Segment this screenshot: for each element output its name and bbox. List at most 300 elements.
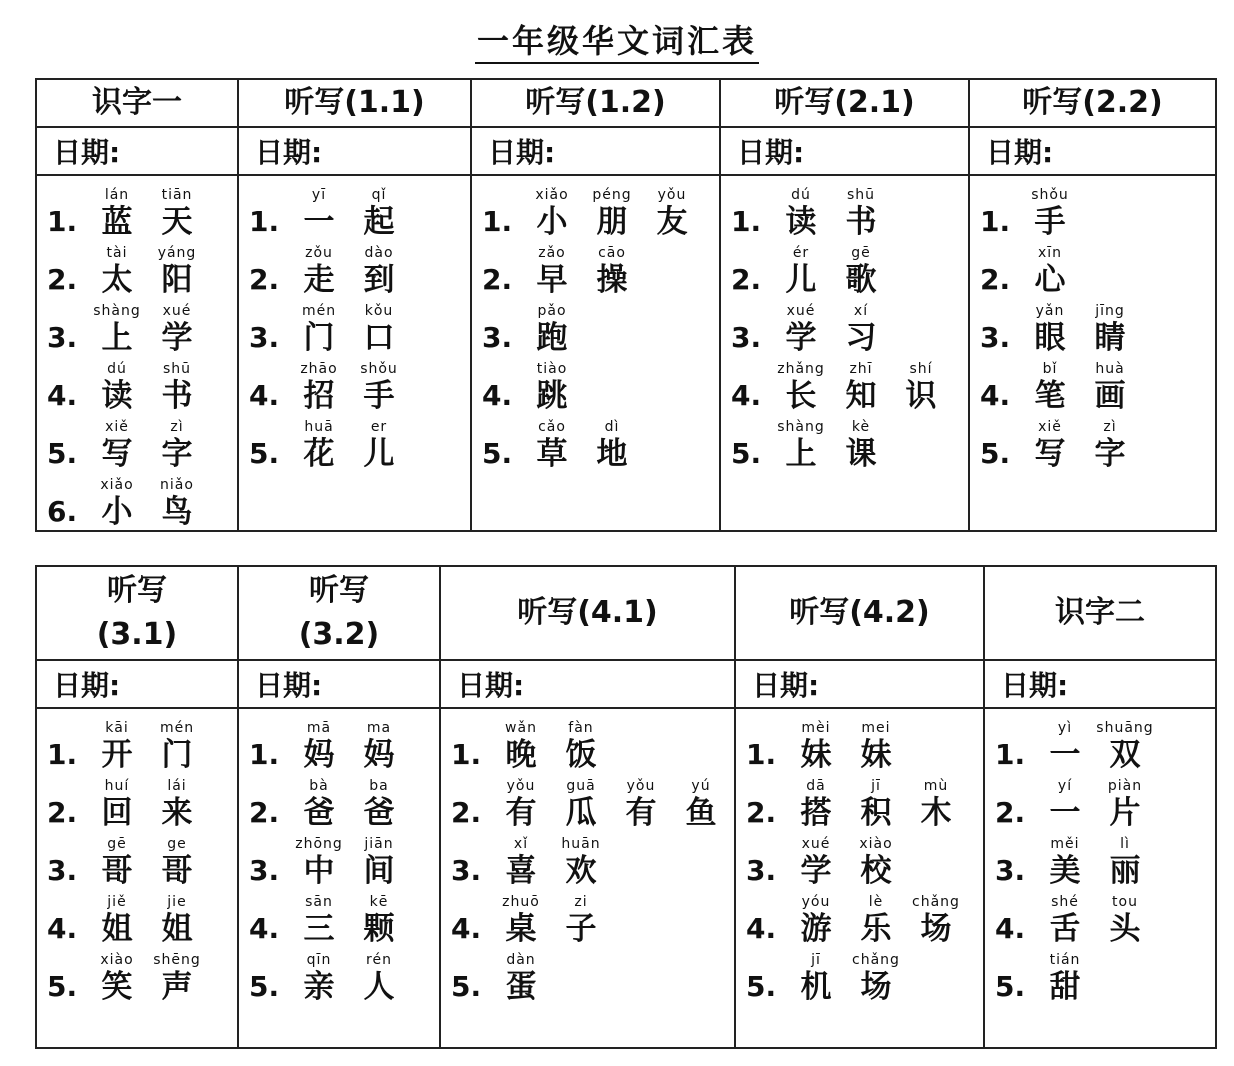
pinyin: lán <box>104 187 130 203</box>
character <box>349 418 409 472</box>
pinyin: shǒu <box>360 361 398 377</box>
hanzi: 阳 <box>161 262 193 298</box>
character <box>551 893 611 947</box>
pinyin: mā <box>306 720 332 736</box>
item-number: 4. <box>451 912 482 945</box>
item-number: 5. <box>47 437 78 470</box>
pinyin: jiān <box>364 836 394 852</box>
pinyin: dā <box>806 778 826 794</box>
hanzi: 歌 <box>845 262 877 298</box>
word-item <box>731 356 968 414</box>
character <box>147 893 207 947</box>
word-item <box>482 356 719 414</box>
character <box>611 777 671 831</box>
pinyin: bǐ <box>1042 361 1058 377</box>
character <box>831 418 891 472</box>
item-number: 1. <box>249 205 280 238</box>
pinyin: yóu <box>801 894 831 910</box>
pinyin: xiǎo <box>100 477 134 493</box>
item-number: 5. <box>249 437 280 470</box>
word-item <box>482 298 719 356</box>
pinyin: mén <box>159 720 195 736</box>
hanzi: 读 <box>785 204 817 240</box>
hanzi: 有 <box>625 795 657 831</box>
hanzi: 场 <box>920 911 952 947</box>
date-cell <box>36 660 238 708</box>
pinyin: pǎo <box>537 303 567 319</box>
character <box>906 777 966 831</box>
pinyin: xiě <box>1038 419 1062 435</box>
character <box>551 835 611 889</box>
character <box>491 951 551 1005</box>
hanzi: 乐 <box>860 911 892 947</box>
pinyin: yí <box>1057 778 1073 794</box>
item-number: 3. <box>482 321 513 354</box>
item-number: 2. <box>451 796 482 829</box>
hanzi: 蛋 <box>505 969 537 1005</box>
character <box>1035 951 1095 1005</box>
word-item <box>980 182 1215 240</box>
date-cell <box>238 127 471 175</box>
pinyin: wǎn <box>505 720 537 736</box>
pinyin: cāo <box>598 245 626 261</box>
column-header-title: 听写 <box>107 573 167 608</box>
word-chars <box>289 835 409 889</box>
pinyin: fàn <box>568 720 594 736</box>
column-header <box>984 566 1216 660</box>
character <box>1035 777 1095 831</box>
character <box>87 360 147 414</box>
hanzi: 积 <box>860 795 892 831</box>
hanzi: 花 <box>303 436 335 472</box>
character <box>289 719 349 773</box>
hanzi: 学 <box>800 853 832 889</box>
item-number: 3. <box>249 854 280 887</box>
character <box>147 186 207 240</box>
character <box>1035 719 1095 773</box>
word-item <box>995 831 1215 889</box>
word-chars <box>289 951 409 1005</box>
hanzi: 地 <box>596 436 628 472</box>
hanzi: 间 <box>363 853 395 889</box>
item-number: 2. <box>249 263 280 296</box>
item-number: 6. <box>47 495 78 528</box>
hanzi: 美 <box>1049 853 1081 889</box>
character <box>147 418 207 472</box>
hanzi: 场 <box>860 969 892 1005</box>
word-item <box>451 773 734 831</box>
column-header <box>735 566 984 660</box>
hanzi: 喜 <box>505 853 537 889</box>
date-row <box>36 127 1216 175</box>
character <box>289 893 349 947</box>
hanzi: 写 <box>101 436 133 472</box>
character <box>349 835 409 889</box>
word-item <box>249 715 439 773</box>
item-number: 3. <box>47 854 78 887</box>
character <box>551 777 611 831</box>
character <box>522 302 582 356</box>
pinyin: gē <box>851 245 871 261</box>
pinyin: huí <box>104 778 130 794</box>
word-list <box>471 175 720 531</box>
word-item <box>249 298 470 356</box>
word-item <box>482 182 719 240</box>
vocab-table-2 <box>35 565 1217 1049</box>
word-chars <box>491 777 731 831</box>
column-header-title: 听写(4.1) <box>517 595 658 630</box>
word-chars <box>289 893 409 947</box>
character <box>1080 360 1140 414</box>
vocab-table-1 <box>35 78 1217 532</box>
word-chars <box>87 476 207 530</box>
word-chars <box>786 835 906 889</box>
date-cell <box>36 127 238 175</box>
word-item <box>47 182 237 240</box>
character <box>87 244 147 298</box>
character <box>891 360 951 414</box>
character <box>771 244 831 298</box>
pinyin: dàn <box>506 952 536 968</box>
hanzi: 书 <box>161 378 193 414</box>
item-number: 2. <box>731 263 762 296</box>
item-number: 5. <box>451 970 482 1003</box>
character <box>147 835 207 889</box>
character <box>671 777 731 831</box>
character <box>771 418 831 472</box>
character <box>786 951 846 1005</box>
item-number: 5. <box>995 970 1026 1003</box>
pinyin: yǎn <box>1035 303 1065 319</box>
hanzi: 长 <box>785 378 817 414</box>
character <box>831 360 891 414</box>
column-header <box>238 566 440 660</box>
column-header-title: 听写(2.2) <box>1022 85 1163 120</box>
pinyin: jīng <box>1095 303 1125 319</box>
character <box>87 476 147 530</box>
item-number: 2. <box>482 263 513 296</box>
word-chars <box>491 951 551 1005</box>
item-number: 5. <box>249 970 280 1003</box>
word-item <box>47 773 237 831</box>
hanzi: 瓜 <box>565 795 597 831</box>
item-number: 5. <box>731 437 762 470</box>
character <box>582 186 642 240</box>
pinyin: xīn <box>1037 245 1063 261</box>
pinyin: dì <box>604 419 620 435</box>
hanzi: 丽 <box>1109 853 1141 889</box>
character <box>1080 418 1140 472</box>
word-chars <box>522 244 642 298</box>
word-item <box>47 414 237 472</box>
word-chars <box>786 777 966 831</box>
character <box>147 777 207 831</box>
page-title <box>0 16 1234 62</box>
pinyin: yǒu <box>506 778 536 794</box>
pinyin: tiān <box>161 187 193 203</box>
item-number: 3. <box>451 854 482 887</box>
character <box>491 719 551 773</box>
hanzi: 双 <box>1109 737 1141 773</box>
word-chars <box>87 360 207 414</box>
hanzi: 声 <box>161 969 193 1005</box>
word-chars <box>771 418 891 472</box>
hanzi: 一 <box>303 204 335 240</box>
pinyin: shǒu <box>1031 187 1069 203</box>
word-item <box>995 715 1215 773</box>
character <box>1020 186 1080 240</box>
pinyin: mei <box>861 720 891 736</box>
hanzi: 鱼 <box>685 795 717 831</box>
character <box>147 302 207 356</box>
item-number: 2. <box>47 263 78 296</box>
hanzi: 中 <box>303 853 335 889</box>
item-number: 2. <box>995 796 1026 829</box>
word-item <box>980 240 1215 298</box>
word-chars <box>1020 186 1080 240</box>
character <box>846 777 906 831</box>
word-item <box>47 889 237 947</box>
pinyin: jī <box>871 778 881 794</box>
hanzi: 门 <box>161 737 193 773</box>
column-header <box>969 79 1216 127</box>
item-number: 1. <box>47 738 78 771</box>
hanzi: 颗 <box>363 911 395 947</box>
item-number: 1. <box>995 738 1026 771</box>
word-chars <box>771 244 891 298</box>
character <box>786 835 846 889</box>
word-chars <box>87 244 207 298</box>
hanzi: 游 <box>800 911 832 947</box>
pinyin: xiào <box>100 952 134 968</box>
hanzi: 太 <box>101 262 133 298</box>
character <box>87 893 147 947</box>
column-header <box>720 79 969 127</box>
character <box>349 777 409 831</box>
pinyin: xué <box>786 303 816 319</box>
pinyin: shuāng <box>1096 720 1154 736</box>
pinyin: shé <box>1051 894 1079 910</box>
character <box>1095 719 1155 773</box>
hanzi: 妹 <box>800 737 832 773</box>
word-item <box>47 715 237 773</box>
hanzi: 蓝 <box>101 204 133 240</box>
item-number: 4. <box>746 912 777 945</box>
hanzi: 学 <box>785 320 817 356</box>
character <box>491 893 551 947</box>
character <box>786 777 846 831</box>
word-item <box>249 414 470 472</box>
character <box>771 186 831 240</box>
character <box>846 719 906 773</box>
pinyin: ma <box>366 720 392 736</box>
hanzi: 妈 <box>303 737 335 773</box>
column-header-title: 听写(1.2) <box>525 85 666 120</box>
hanzi: 爸 <box>363 795 395 831</box>
item-number: 3. <box>980 321 1011 354</box>
word-chars <box>491 719 611 773</box>
word-list <box>238 708 440 1048</box>
pinyin: shū <box>846 187 876 203</box>
word-item <box>249 240 470 298</box>
pinyin: yì <box>1057 720 1073 736</box>
character <box>582 418 642 472</box>
hanzi: 口 <box>363 320 395 356</box>
word-list <box>36 708 238 1048</box>
hanzi: 晚 <box>505 737 537 773</box>
hanzi: 亲 <box>303 969 335 1005</box>
character <box>349 719 409 773</box>
hanzi: 人 <box>363 969 395 1005</box>
word-chars <box>87 719 207 773</box>
character <box>846 893 906 947</box>
word-item <box>731 298 968 356</box>
item-number: 1. <box>980 205 1011 238</box>
pinyin: dào <box>364 245 394 261</box>
date-label: 日期: <box>1001 669 1069 702</box>
header-row <box>36 566 1216 660</box>
word-item <box>746 715 983 773</box>
hanzi: 片 <box>1109 795 1141 831</box>
character <box>147 719 207 773</box>
hanzi: 儿 <box>785 262 817 298</box>
character <box>906 893 966 947</box>
column-header-subtitle: (3.2) <box>298 617 380 652</box>
character <box>147 951 207 1005</box>
character <box>771 302 831 356</box>
hanzi: 姐 <box>101 911 133 947</box>
character <box>87 186 147 240</box>
pinyin: huān <box>561 836 601 852</box>
character <box>522 244 582 298</box>
item-number: 1. <box>746 738 777 771</box>
word-list <box>36 175 238 531</box>
word-chars <box>87 418 207 472</box>
item-number: 5. <box>47 970 78 1003</box>
pinyin: gē <box>107 836 127 852</box>
pinyin: tián <box>1049 952 1081 968</box>
pinyin: zhuō <box>502 894 540 910</box>
item-number: 5. <box>746 970 777 1003</box>
hanzi: 哥 <box>161 853 193 889</box>
date-row <box>36 660 1216 708</box>
word-chars <box>1020 418 1140 472</box>
pinyin: zǒu <box>305 245 333 261</box>
hanzi: 眼 <box>1034 320 1066 356</box>
pinyin: jie <box>167 894 187 910</box>
column-header <box>36 79 238 127</box>
pinyin: zhǎng <box>777 361 825 377</box>
item-number: 4. <box>47 912 78 945</box>
item-number: 1. <box>451 738 482 771</box>
word-item <box>995 773 1215 831</box>
hanzi: 书 <box>845 204 877 240</box>
word-chars <box>87 302 207 356</box>
hanzi: 上 <box>101 320 133 356</box>
pinyin: lè <box>868 894 884 910</box>
column-header-subtitle: (3.1) <box>96 617 178 652</box>
pinyin: niǎo <box>160 477 194 493</box>
character <box>349 360 409 414</box>
pinyin: zi <box>574 894 588 910</box>
hanzi: 搭 <box>800 795 832 831</box>
hanzi: 字 <box>1094 436 1126 472</box>
hanzi: 妈 <box>363 737 395 773</box>
pinyin: bà <box>309 778 329 794</box>
hanzi: 天 <box>161 204 193 240</box>
hanzi: 朋 <box>596 204 628 240</box>
pinyin: mèi <box>801 720 831 736</box>
word-item <box>995 947 1215 1005</box>
item-number: 4. <box>249 379 280 412</box>
pinyin: shàng <box>93 303 141 319</box>
item-number: 5. <box>980 437 1011 470</box>
hanzi: 校 <box>860 853 892 889</box>
item-number: 4. <box>731 379 762 412</box>
character <box>522 186 582 240</box>
pinyin: kǒu <box>364 303 394 319</box>
pinyin: měi <box>1050 836 1080 852</box>
hanzi: 鸟 <box>161 494 193 530</box>
character <box>87 777 147 831</box>
pinyin: tiào <box>536 361 568 377</box>
character <box>642 186 702 240</box>
character <box>786 893 846 947</box>
character <box>786 719 846 773</box>
character <box>1095 893 1155 947</box>
date-label: 日期: <box>53 669 121 702</box>
character <box>551 719 611 773</box>
character <box>87 951 147 1005</box>
hanzi: 上 <box>785 436 817 472</box>
hanzi: 操 <box>596 262 628 298</box>
hanzi: 学 <box>161 320 193 356</box>
pinyin: yǒu <box>626 778 656 794</box>
pinyin: zǎo <box>538 245 566 261</box>
word-chars <box>87 893 207 947</box>
pinyin: péng <box>592 187 632 203</box>
words-row <box>36 175 1216 531</box>
hanzi: 一 <box>1049 737 1081 773</box>
date-label: 日期: <box>457 669 525 702</box>
column-header-title: 听写(1.1) <box>284 85 425 120</box>
word-chars <box>1035 893 1155 947</box>
word-chars <box>87 951 207 1005</box>
column-header <box>471 79 720 127</box>
date-cell <box>720 127 969 175</box>
character <box>147 476 207 530</box>
hanzi: 回 <box>101 795 133 831</box>
pinyin: zhōng <box>295 836 343 852</box>
hanzi: 友 <box>656 204 688 240</box>
character <box>582 244 642 298</box>
pinyin: kāi <box>105 720 129 736</box>
character <box>1020 302 1080 356</box>
word-chars <box>786 719 906 773</box>
date-label: 日期: <box>53 136 121 169</box>
hanzi: 一 <box>1049 795 1081 831</box>
column-header <box>36 566 238 660</box>
column-header-title: 识字二 <box>1055 595 1145 630</box>
hanzi: 有 <box>505 795 537 831</box>
character <box>349 186 409 240</box>
pinyin: xiǎo <box>535 187 569 203</box>
word-item <box>47 947 237 1005</box>
hanzi: 读 <box>101 378 133 414</box>
pinyin: yī <box>311 187 327 203</box>
character <box>771 360 831 414</box>
pinyin: mén <box>301 303 337 319</box>
